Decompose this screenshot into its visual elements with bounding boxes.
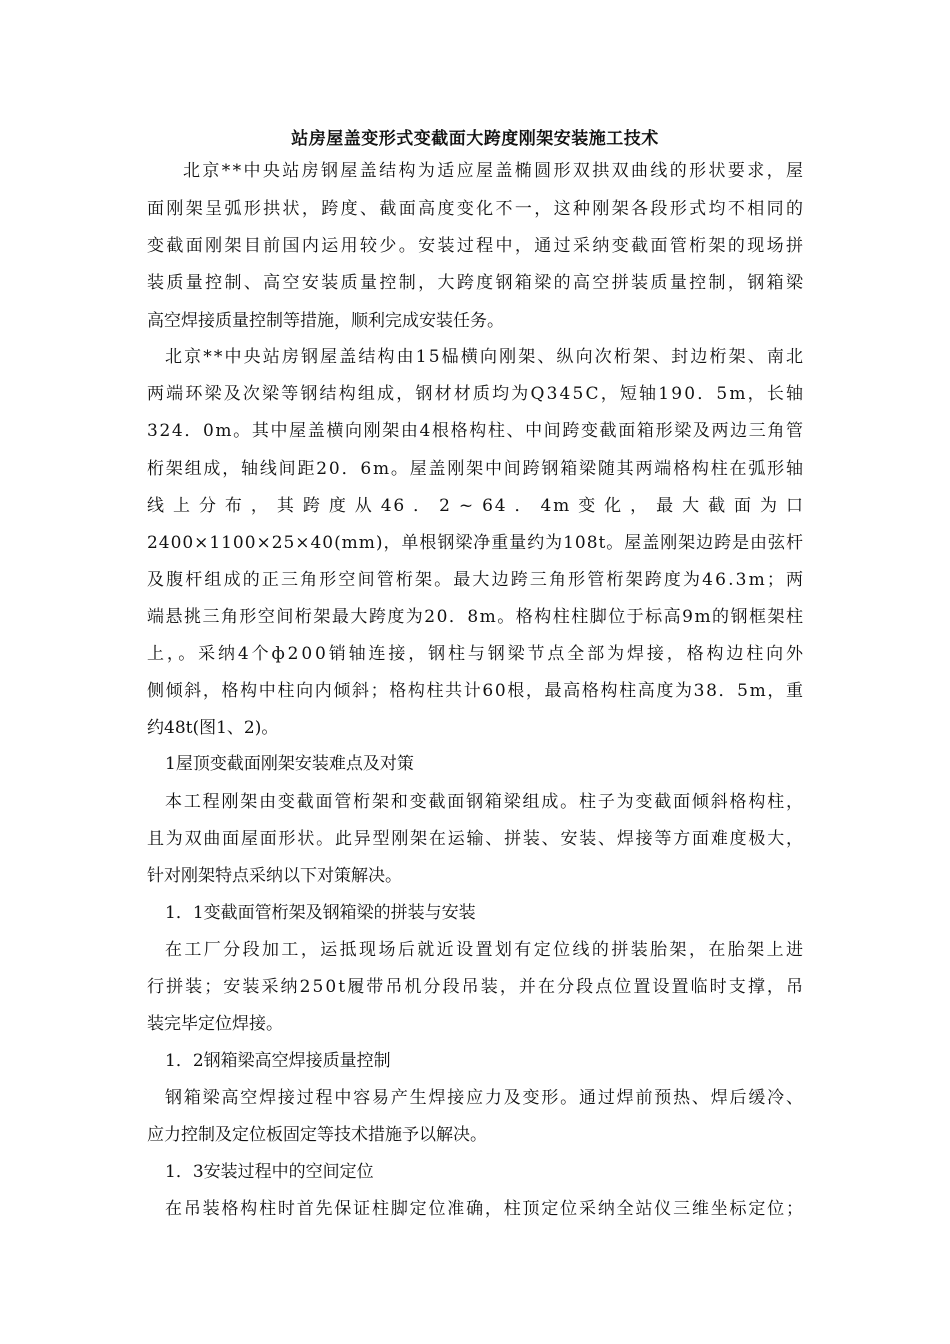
paragraph-line: 在工厂分段加工，运抵现场后就近设置划有定位线的拼装胎架，在胎架上进 <box>165 940 806 960</box>
paragraph-line: 端悬挑三角形空间桁架最大跨度为20．8m。格构柱柱脚位于标高9m的钢框架柱 <box>147 607 805 627</box>
paragraph-line: 桁架组成，轴线间距20．6m。屋盖刚架中间跨钢箱梁随其两端格构柱在弧形轴 <box>147 459 805 479</box>
paragraph-line: 且为双曲面屋面形状。此异型刚架在运输、拼装、安装、焊接等方面难度极大， <box>147 829 805 849</box>
paragraph-line: 2400×1100×25×40(mm)，单根钢梁净重量约为108t。屋盖刚架边跨是由弦杆 <box>147 533 804 553</box>
paragraph-line: 线 上 分 布 ， 其 跨 度 从 46 ． 2 ~ 64 ． 4m 变 化 ， 最 大 截 面 为 口 <box>147 496 805 516</box>
paragraph-line: 北京**中央站房钢屋盖结构由15榀横向刚架、纵向次桁架、封边桁架、南北 <box>165 347 806 367</box>
paragraph-line: 本工程刚架由变截面管桁架和变截面钢箱梁组成。柱子为变截面倾斜格构柱， <box>165 792 805 812</box>
document-title: 站房屋盖变形式变截面大跨度刚架安装施工技术 <box>291 129 659 149</box>
paragraph-line: 应力控制及定位板固定等技术措施予以解决。 <box>147 1125 487 1145</box>
paragraph-line: 变截面刚架目前国内运用较少。安装过程中，通过采纳变截面管桁架的现场拼 <box>147 236 806 256</box>
section-heading: 1．1变截面管桁架及钢箱梁的拼装与安装 <box>165 903 476 923</box>
paragraph-line: 高空焊接质量控制等措施，顺利完成安装任务。 <box>147 311 504 331</box>
section-heading: 1．3安装过程中的空间定位 <box>165 1162 374 1182</box>
paragraph-line: 针对刚架特点采纳以下对策解决。 <box>147 866 402 886</box>
paragraph-line: 324．0m。其中屋盖横向刚架由4根格构柱、中间跨变截面箱形梁及两边三角管 <box>147 421 805 441</box>
paragraph-line: 装质量控制、高空安装质量控制，大跨度钢箱梁的高空拼装质量控制，钢箱梁 <box>147 273 806 293</box>
paragraph-line: 在吊装格构柱时首先保证柱脚定位准确，柱顶定位采纳全站仪三维坐标定位； <box>165 1199 805 1219</box>
paragraph-line: 面刚架呈弧形拱状，跨度、截面高度变化不一，这种刚架各段形式均不相同的 <box>147 199 806 219</box>
paragraph-line: 两端环梁及次梁等钢结构组成，钢材材质均为Q345C，短轴190．5m，长轴 <box>147 384 806 404</box>
paragraph-line: 及腹杆组成的正三角形空间管桁架。最大边跨三角形管桁架跨度为46.3m；两 <box>147 570 806 590</box>
paragraph-line: 上，。采纳4个ф200销轴连接，钢柱与钢梁节点全部为焊接，格构边柱向外 <box>147 644 806 664</box>
paragraph-line: 北京**中央站房钢屋盖结构为适应屋盖椭圆形双拱双曲线的形状要求，屋 <box>183 161 806 181</box>
section-heading: 1．2钢箱梁高空焊接质量控制 <box>165 1051 391 1071</box>
paragraph-line: 侧倾斜，格构中柱向内倾斜；格构柱共计60根，最高格构柱高度为38．5m，重 <box>147 681 805 701</box>
paragraph-line: 行拼装；安装采纳250t履带吊机分段吊装，并在分段点位置设置临时支撑，吊 <box>147 977 806 997</box>
paragraph-line: 装完毕定位焊接。 <box>147 1014 283 1034</box>
paragraph-line: 约48t(图1、2)。 <box>147 718 279 738</box>
section-heading: 1屋顶变截面刚架安装难点及对策 <box>165 754 414 774</box>
paragraph-line: 钢箱梁高空焊接过程中容易产生焊接应力及变形。通过焊前预热、焊后缓冷、 <box>165 1088 805 1108</box>
